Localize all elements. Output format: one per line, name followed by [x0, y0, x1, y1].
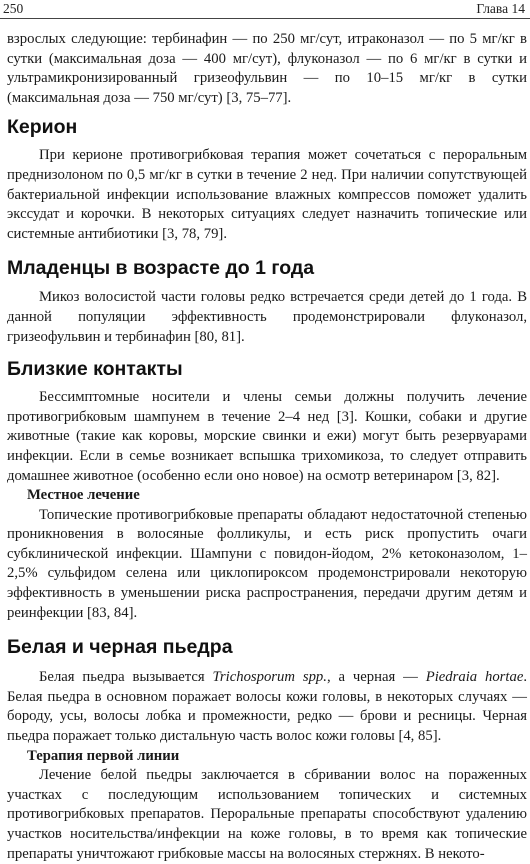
kerion-paragraph: При керионе противогрибковая терапия может сочетаться с пероральным преднизолоном по 0,5 мг/кг в сутки в течение 2 нед. При наличии сопутствующей бактериальной инфекции использование влажных компрессов поможет удалить экссудат и корочки. В некоторых ситуациях следует назначить топические или системные антибиотики [3, 78, 79].	[7, 147, 527, 242]
page-number: 250	[3, 1, 24, 16]
contacts-paragraph: Бессимптомные носители и члены семьи должны получить лечение противогрибковым шампунем в течение 2–4 нед [3]. Кошки, собаки и другие животные (такие как коровы, морские свинки и ежи) могут быть резервуарами инфекции. Если в семье возникает вспышка трихомикоза, то следует отправить домашнее животное (особенно если оно новое) на осмотр ветеринаром [3, 82].	[7, 389, 527, 484]
intro-paragraph: взрослых следующие: тербинафин — по 250 мг/сут, итраконазол — по 5 мг/кг в сутки (максимальная доза — 400 мг/сут), флуконазол — по 6 мг/кг в сутки и ультрамикронизированный гризеофульвин — по 10–15 мг/кг в сутки (максимальная доза — 750 мг/сут) [3, 75–77].	[7, 31, 527, 106]
piedra-text-2: , а черная —	[326, 669, 426, 686]
local-treatment-paragraph: Топические противогрибковые препараты обладают недостаточной степенью проникновения в волосяные фолликулы, и есть риск пропустить очаги субклинической инфекции. Шампуни с повидон-йодом, 2% кетоконазолом, 1–2,5% сульфидом селена или циклопироксом продемонстрировали некоторую эффективность в уменьшении риска распространения, передачи другим детям и реинфекции [83, 84].	[7, 506, 527, 621]
pathogen-name-trichosporum: Trichosporum spp.	[212, 669, 327, 686]
piedra-text-3: . Белая пьедра в основном поражает волосы кожи головы, в некоторых случаях — бороду, усы, волосы лобка и промежности, редко — брови и ресницы. Черная пьедра поражает только дистальную часть волос кожи головы [4, 85].	[7, 669, 528, 745]
section-heading-contacts: Близкие контакты	[7, 358, 183, 381]
infants-paragraph: Микоз волосистой части головы редко встречается среди детей до 1 года. В данной популяции эффективность продемонстрировали флуконазол, гризеофульвин и тербинафин [80, 81].	[7, 289, 527, 345]
running-header	[3, 0, 525, 17]
pathogen-name-piedraia: Piedraia hortae	[425, 669, 524, 686]
piedra-paragraph	[7, 668, 527, 746]
subheading-first-line-therapy: Терапия первой линии	[27, 747, 180, 764]
header-rule	[0, 18, 530, 19]
first-line-therapy-paragraph: Лечение белой пьедры заключается в сбривании волос на пораженных участках с последующим использованием топических и системных противогрибковых препаратов. Пероральные препараты способствуют удалению участков носительства/инфекции на коже головы, в то время как топические препараты уничтожают грибковые массы на волосяных стержнях. В некото-	[7, 767, 527, 862]
section-heading-infants: Младенцы в возрасте до 1 года	[7, 257, 315, 280]
page-body	[7, 30, 527, 864]
section-heading-kerion: Керион	[7, 116, 78, 139]
subheading-local-treatment: Местное лечение	[27, 487, 140, 504]
piedra-text-1: Белая пьедра вызывается	[39, 669, 213, 686]
chapter-title: Глава 14	[476, 1, 525, 16]
section-heading-piedra: Белая и черная пьедра	[7, 636, 233, 659]
